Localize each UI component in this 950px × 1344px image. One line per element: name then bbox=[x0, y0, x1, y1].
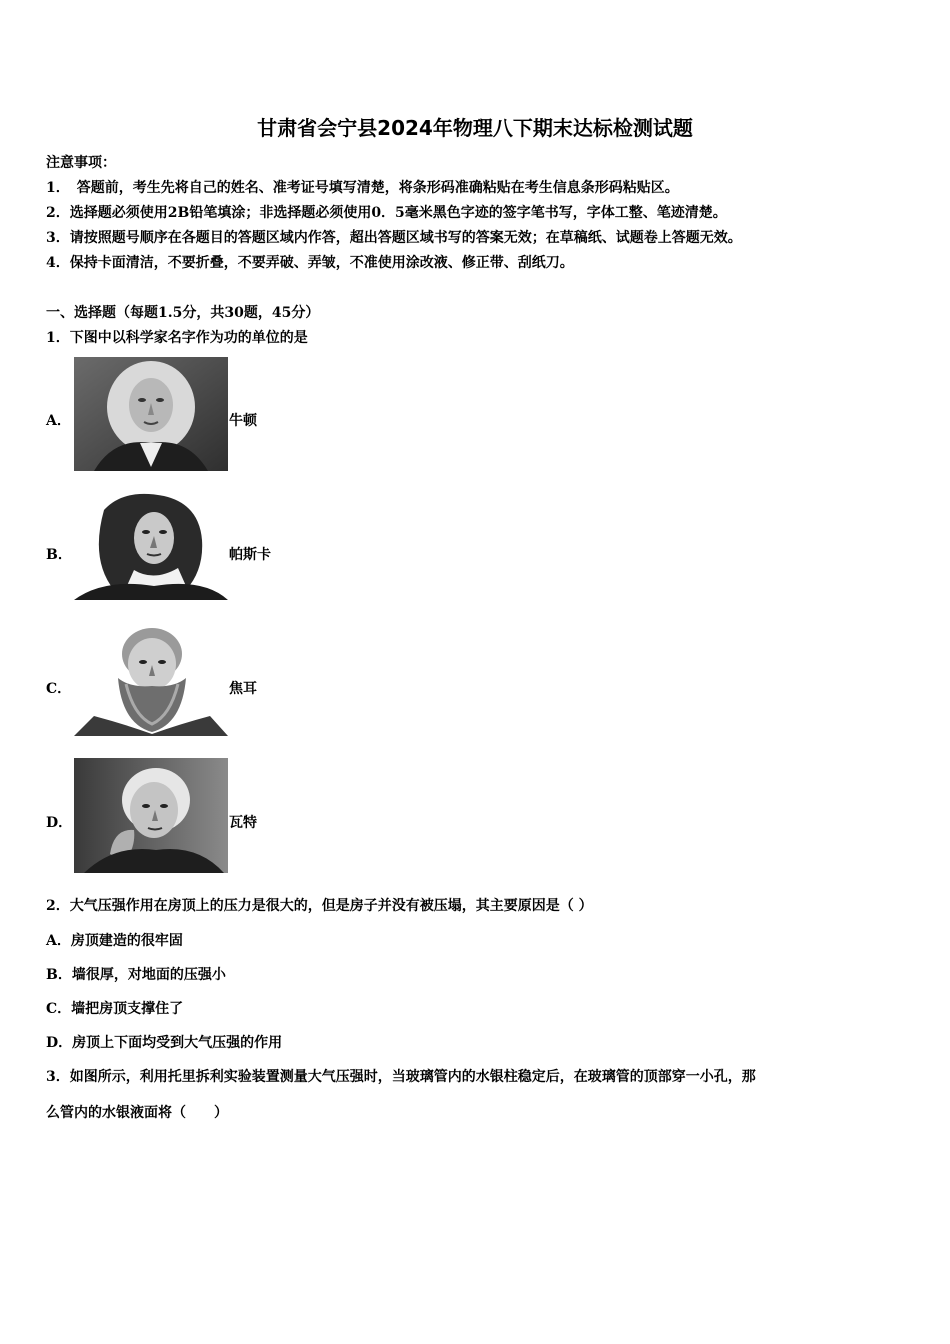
option-a-name: 牛顿 bbox=[229, 413, 257, 429]
notice-item: 1． 答题前，考生先将自己的姓名、准考证号填写清楚，将条形码准确粘贴在考生信息条形码粘贴区。 bbox=[46, 180, 679, 196]
question-2-option-d: D．房顶上下面均受到大气压强的作用 bbox=[46, 1035, 283, 1051]
option-b-name: 帕斯卡 bbox=[229, 547, 271, 563]
question-2-option-c: C．墙把房顶支撑住了 bbox=[46, 1001, 184, 1017]
option-d-letter: D． bbox=[46, 815, 73, 831]
notice-heading: 注意事项： bbox=[46, 155, 116, 171]
notice-item: 3．请按照题号顺序在各题目的答题区域内作答，超出答题区域书写的答案无效；在草稿纸、试题卷上答题无效。 bbox=[46, 230, 742, 246]
question-2-option-b: B．墙很厚，对地面的压强小 bbox=[46, 967, 226, 983]
joule-portrait bbox=[74, 624, 228, 736]
option-d-name: 瓦特 bbox=[229, 815, 257, 831]
watt-portrait bbox=[74, 758, 228, 873]
question-3-stem-line-2: 么管内的水银液面将（ ） bbox=[46, 1105, 228, 1121]
newton-portrait bbox=[74, 357, 228, 471]
section-heading: 一、选择题（每题1.5分，共30题，45分） bbox=[46, 305, 320, 321]
notice-item: 4．保持卡面清洁，不要折叠，不要弄破、弄皱，不准使用涂改液、修正带、刮纸刀。 bbox=[46, 255, 574, 271]
notice-item: 2．选择题必须使用2B铅笔填涂；非选择题必须使用0．5毫米黑色字迹的签字笔书写，字体工整、笔迹清楚。 bbox=[46, 205, 727, 221]
page-title: 甘肃省会宁县2024年物理八下期末达标检测试题 bbox=[257, 116, 693, 140]
question-1-stem: 1．下图中以科学家名字作为功的单位的是 bbox=[46, 330, 308, 346]
question-3-stem-line-1: 3．如图所示，利用托里拆利实验装置测量大气压强时，当玻璃管内的水银柱稳定后，在玻璃管的顶部穿一小孔，那 bbox=[46, 1069, 756, 1085]
question-2-option-a: A．房顶建造的很牢固 bbox=[46, 933, 183, 949]
option-a-letter: A． bbox=[46, 413, 71, 429]
option-c-letter: C． bbox=[46, 681, 72, 697]
option-b-letter: B． bbox=[46, 547, 72, 563]
option-c-name: 焦耳 bbox=[229, 681, 257, 697]
question-2-stem: 2．大气压强作用在房顶上的压力是很大的，但是房子并没有被压塌，其主要原因是（ ） bbox=[46, 898, 593, 914]
pascal-portrait bbox=[74, 490, 228, 600]
